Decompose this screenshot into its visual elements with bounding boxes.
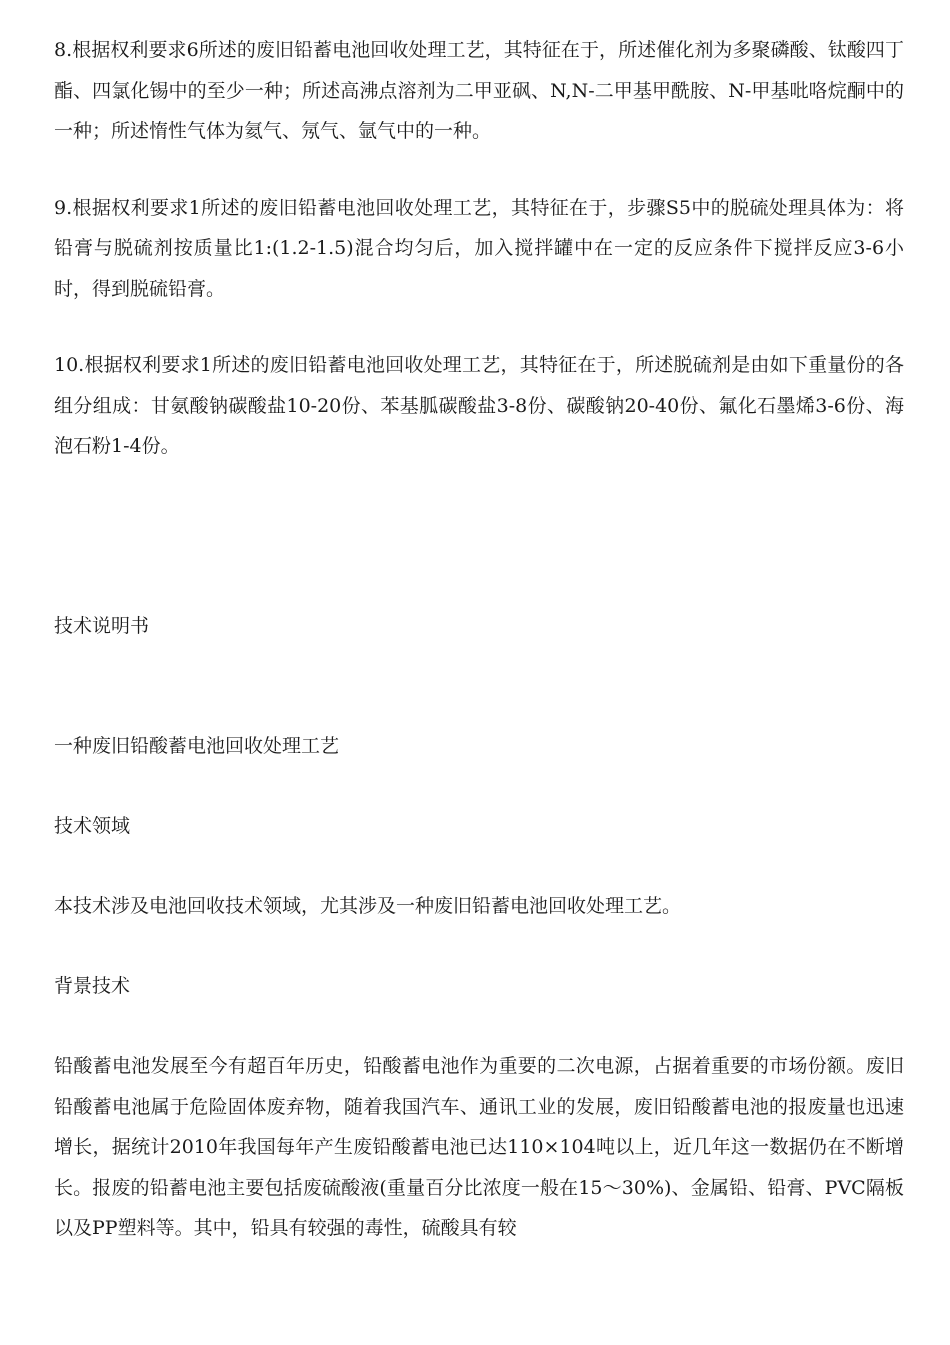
claim-8: 8.根据权利要求6所述的废旧铅蓄电池回收处理工艺，其特征在于，所述催化剂为多聚磷酸、钛酸四丁酯、四氯化锡中的至少一种；所述高沸点溶剂为二甲亚砜、N,N-二甲基甲酰胺、N-甲基吡咯烷酮中的一种；所述惰性气体为氦气、氖气、氩气中的一种。 [54, 39, 904, 142]
field-heading: 技术领域 [54, 814, 131, 837]
document-title: 一种废旧铅酸蓄电池回收处理工艺 [54, 734, 340, 757]
claim-9: 9.根据权利要求1所述的废旧铅蓄电池回收处理工艺，其特征在于，步骤S5中的脱硫处理具体为：将铅膏与脱硫剂按质量比1:(1.2-1.5)混合均匀后，加入搅拌罐中在一定的反应条件下搅拌反应3-6小时，得到脱硫铅膏。 [54, 196, 904, 300]
spec-heading: 技术说明书 [54, 614, 150, 637]
document-page [54, 30, 904, 1249]
background-heading: 背景技术 [54, 975, 131, 997]
field-text: 本技术涉及电池回收技术领域，尤其涉及一种废旧铅蓄电池回收处理工艺。 [54, 894, 682, 917]
claim-10: 10.根据权利要求1所述的废旧铅蓄电池回收处理工艺，其特征在于，所述脱硫剂是由如下重量份的各组分组成：甘氨酸钠碳酸盐10-20份、苯基胍碳酸盐3-8份、碳酸钠20-40份、氟化石墨烯3-6份、海泡石粉1-4份。 [54, 354, 904, 457]
background-text: 铅酸蓄电池发展至今有超百年历史，铅酸蓄电池作为重要的二次电源，占据着重要的市场份额。废旧铅酸蓄电池属于危险固体废弃物，随着我国汽车、通讯工业的发展，废旧铅酸蓄电池的报废量也迅速增长，据统计2010年我国每年产生废铅酸蓄电池已达110×104吨以上，近几年这一数据仍在不断增长。报废的铅蓄电池主要包括废硫酸液(重量百分比浓度一般在15～30%)、金属铅、铅膏、PVC隔板以及PP塑料等。其中，铅具有较强的毒性，硫酸具有较 [54, 1055, 904, 1239]
